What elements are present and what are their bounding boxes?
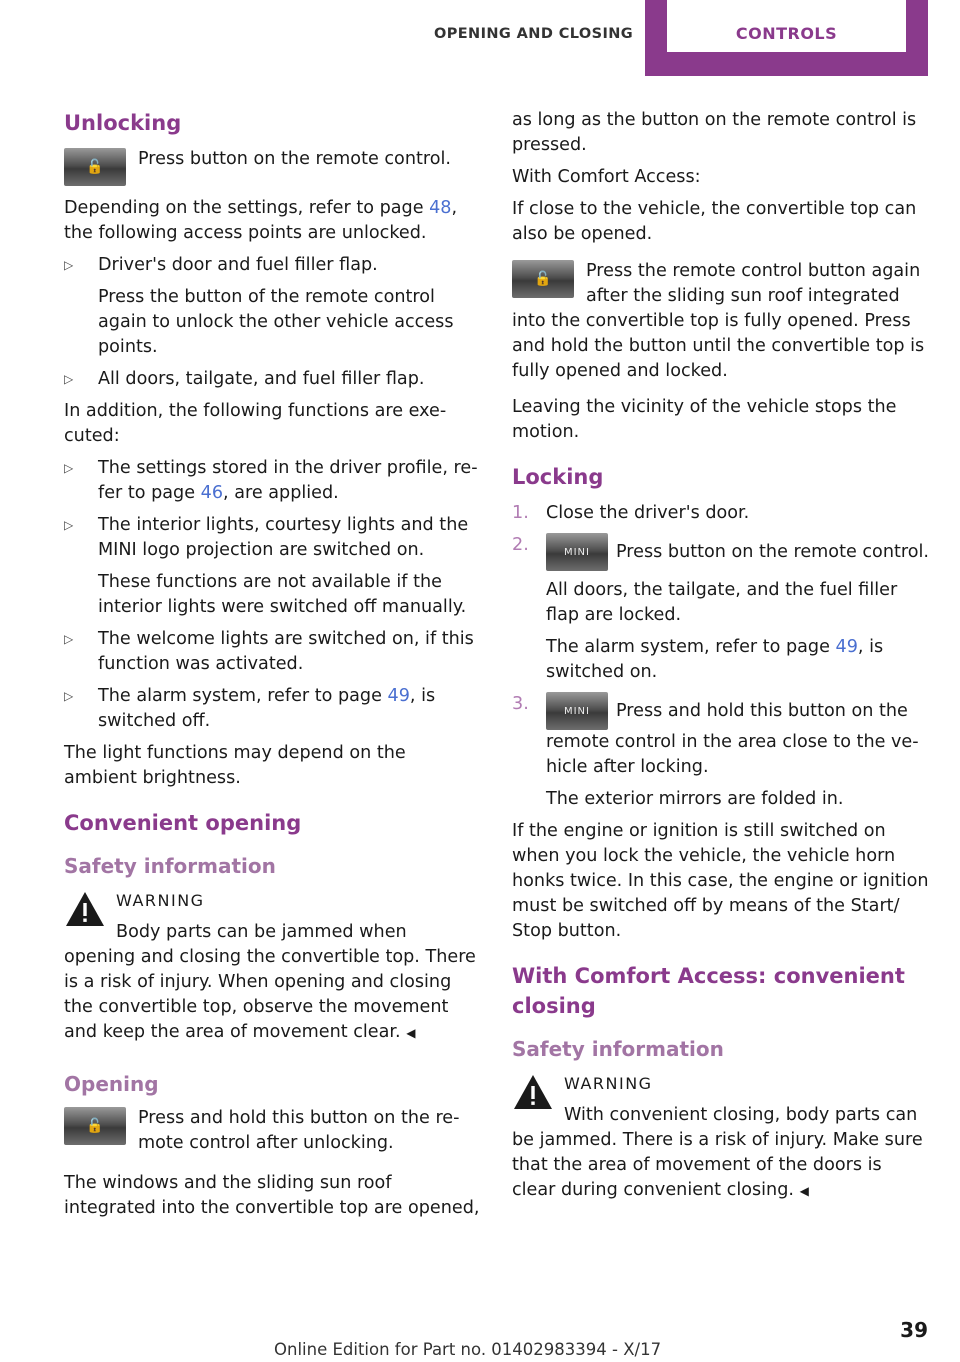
list-item: ▷ All doors, tailgate, and fuel filler flap. [64,367,482,392]
header-tab-label: CONTROLS [735,24,838,43]
comfort-access-label: With Comfort Access: [512,167,701,187]
header-tab [645,0,928,76]
bullet-icon: ▷ [64,518,74,532]
unlock-button-text: Press button on the remote control. [138,149,451,169]
heading-convenient-opening: Convenient opening [64,811,302,835]
warning-text: Body parts can be jammed when opening and closing the convertible top. There is a risk of injury. When opening and closing the convertible top, observe the movement and keep the area of movement clear. ◀ [64,922,476,1042]
warning-icon [512,1073,554,1111]
page-link-46[interactable]: 46 [200,483,224,503]
page-link-49[interactable]: 49 [387,686,410,706]
warning-text: With convenient closing, body parts can be jammed. There is a risk of injury. Make sure that the area of movement of the doors is clear during convenient closing. ◀ [512,1105,923,1200]
list-item: ▷ The alarm system, refer to page 49, is switched off. [64,686,436,731]
warning-icon [64,890,106,928]
press-again-paragraph: Press the remote control button again after the sliding sun roof integrated into the convertible top is fully opened. Press and hold the button until the convertible top is fully opened and locked. [512,261,925,381]
engine-paragraph: If the engine or ignition is still switched on when you lock the vehicle, the vehicle horn honks twice. In this case, the engine or ignition must be switched off by means of the Start/ Stop button. [512,821,929,941]
page-number: 39 [900,1318,928,1342]
unlock-button-icon: 🔓 [512,260,574,298]
warning-title: WARNING [564,1074,653,1093]
header-section-title: OPENING AND CLOSING [434,26,634,42]
continuation-paragraph: as long as the button on the remote control is pressed. [512,110,917,155]
page-link-49[interactable]: 49 [835,637,858,657]
page-link-48[interactable]: 48 [429,198,452,218]
list-item: 1. Close the driver's door. [512,503,750,523]
heading-opening: Opening [64,1072,159,1096]
lock-button-icon: MINI [546,533,608,571]
unlock-button-icon: 🔓 [64,1107,126,1145]
light-paragraph: The light functions may depend on the ambient brightness. [64,743,406,788]
right-column [512,108,930,1211]
bullet-icon: ▷ [64,372,74,386]
bullet-icon: ▷ [64,461,74,475]
depends-paragraph: Depending on the settings, refer to page 48, the following access points are unlocked. [64,198,458,243]
heading-safety-information: Safety information [512,1037,724,1061]
leaving-paragraph: Leaving the vicinity of the vehicle stops the motion. [512,397,897,442]
opening-button-text: Press and hold this button on the remote control after unlocking. [138,1108,460,1153]
heading-unlocking: Unlocking [64,111,182,135]
edition-text: Online Edition for Part no. 01402983394 - X/17 [274,1340,662,1359]
bullet-icon: ▷ [64,632,74,646]
unlock-button-icon: 🔓 [64,148,126,186]
list-item: ▷ Driver's door and fuel filler flap. Press the button of the remote control again to unlock the other vehicle access points. [64,255,454,357]
list-item: ▷ The welcome lights are switched on, if this function was activated. [64,629,474,674]
heading-safety-information: Safety information [64,854,276,878]
list-item: 2. MINI Press button on the remote control. All doors, the tailgate, and the fuel filler flap are locked. The alarm system, refer to page 49, is switched on. [512,535,929,682]
warning-title: WARNING [116,891,205,910]
list-item: 3. MINI Press and hold this button on the remote control in the area close to the vehicle after locking. The exterior mirrors are folded in. [512,694,919,809]
bullet-icon: ▷ [64,689,74,703]
list-item: ▷ The interior lights, courtesy lights and the MINI logo projection are switched on. These functions are not available if the interior lights were switched off manually. [64,515,469,617]
windows-paragraph: The windows and the sliding sun roof integrated into the convertible top are opened, [64,1173,480,1218]
heading-comfort-closing: With Comfort Access: convenient closing [512,964,905,1018]
list-item: ▷ The settings stored in the driver profile, refer to page 46, are applied. [64,458,478,503]
end-mark: ◀ [799,1184,809,1198]
end-mark: ◀ [406,1026,416,1040]
lock-button-icon: MINI [546,692,608,730]
addition-paragraph: In addition, the following functions are executed: [64,401,447,446]
bullet-icon: ▷ [64,258,74,272]
heading-locking: Locking [512,465,604,489]
comfort-access-paragraph: If close to the vehicle, the convertible top can also be opened. [512,199,917,244]
left-column [64,108,482,1228]
